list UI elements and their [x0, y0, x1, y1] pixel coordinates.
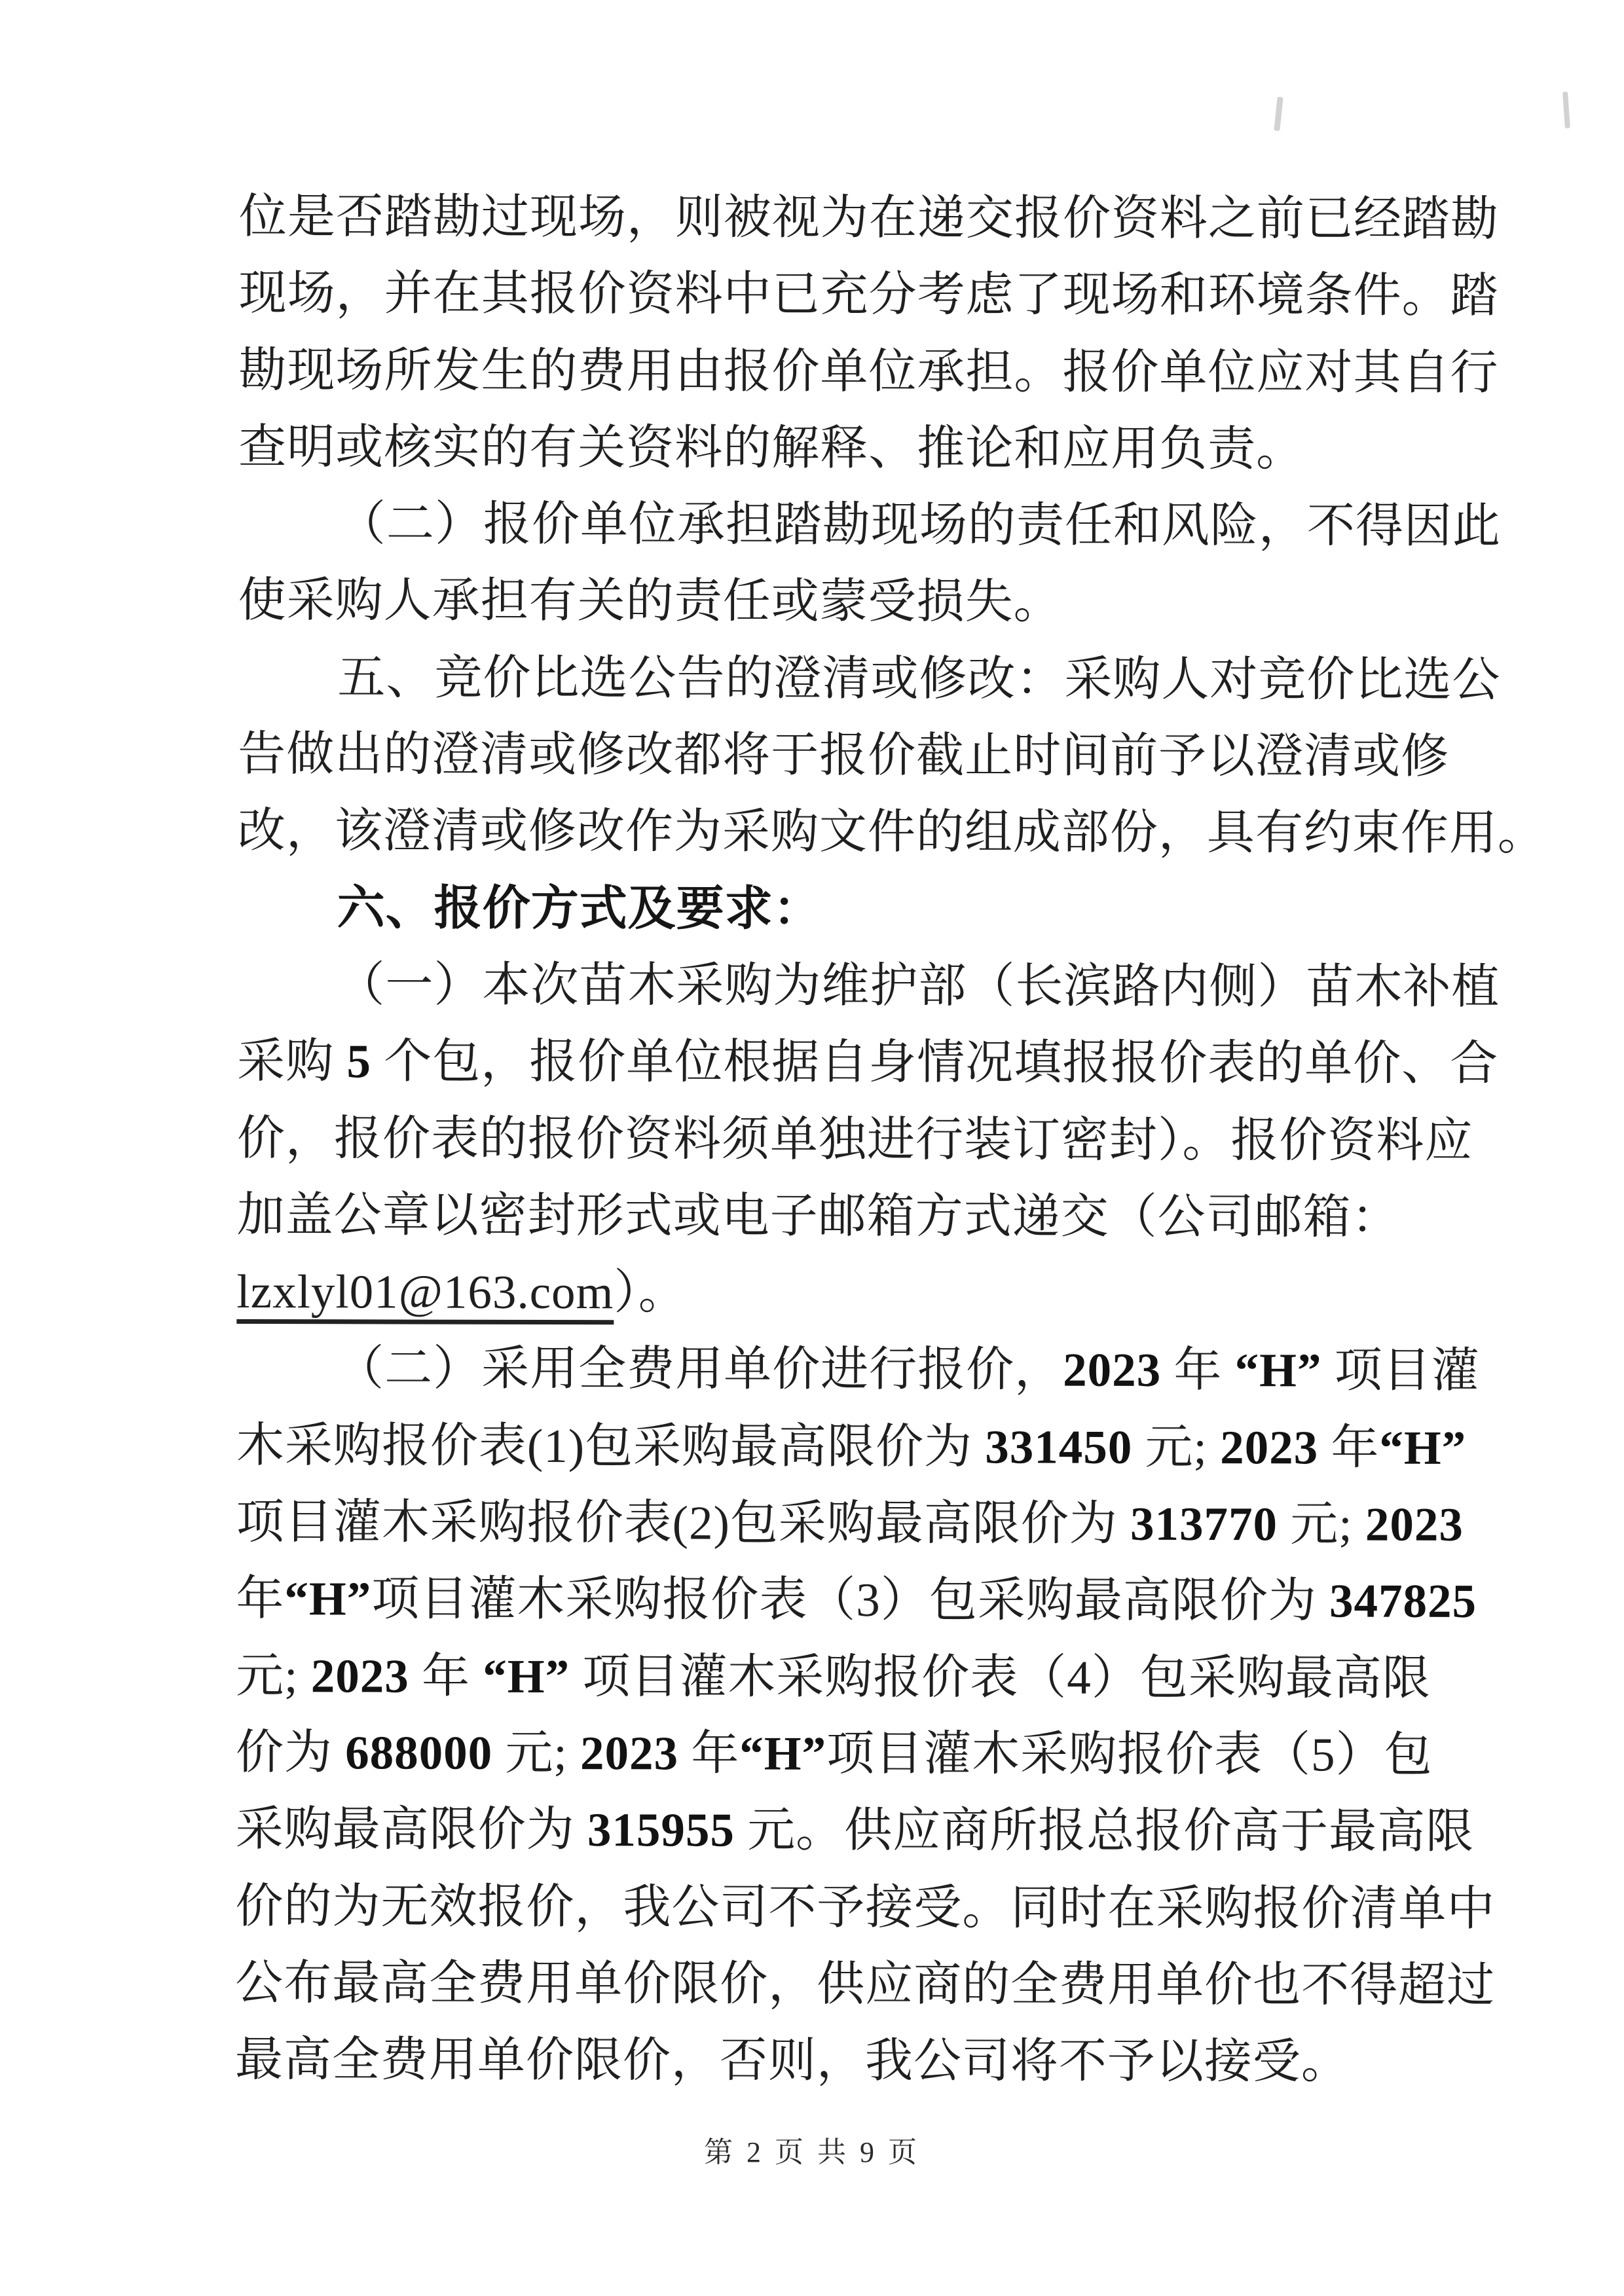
text-segment: 加盖公章以密封形式或电子邮箱方式递交（公司邮箱：	[236, 1188, 1400, 1244]
text-segment: “H”	[284, 1572, 372, 1626]
text-line	[236, 1100, 1473, 1179]
text-segment: 2023	[1365, 1497, 1464, 1551]
text-segment: 元;	[1132, 1420, 1221, 1474]
text-segment: 六、报价方式及要求：	[337, 881, 822, 936]
text-segment: 年	[409, 1649, 483, 1703]
text-segment: 331450	[985, 1420, 1133, 1474]
text-line	[238, 639, 1501, 718]
text-segment: 个包，报价单位根据自身情况填报报价表的单价、合	[371, 1034, 1499, 1091]
email-address: lzxlyl01@163.com	[236, 1265, 614, 1324]
text-segment: 五、竞价比选公告的澄清或修改：采购人对竞价比选公	[337, 651, 1501, 706]
text-segment: 2023	[1063, 1343, 1162, 1397]
text-line	[238, 255, 1499, 334]
text-segment: “H”	[1234, 1343, 1322, 1397]
text-line	[236, 1484, 1464, 1563]
text-segment: 年	[236, 1572, 285, 1626]
scan-smudge	[1274, 97, 1283, 132]
text-segment: 价为	[235, 1725, 346, 1779]
text-line	[238, 332, 1499, 411]
text-line	[238, 409, 1411, 488]
text-line	[237, 792, 1546, 871]
text-segment: 项目灌木采购报价表(2)包采购最高限价为	[236, 1495, 1131, 1550]
text-segment: 5	[346, 1034, 372, 1088]
text-segment: 现场，并在其报价资料中已充分考虑了现场和环境条件。踏	[238, 266, 1499, 323]
text-line	[236, 1253, 1409, 1332]
text-segment: “H”	[739, 1726, 827, 1780]
text-segment: 项目灌木采购报价表（5）包	[826, 1726, 1433, 1781]
text-segment: 年	[1161, 1343, 1235, 1397]
text-line	[236, 1330, 1480, 1409]
text-line	[235, 2021, 1407, 2100]
text-segment: 位是否踏勘过现场，则被视为在递交报价资料之前已经踏勘	[238, 189, 1499, 246]
page-footer: 第 2 页 共 9 页	[704, 2136, 920, 2168]
text-segment: “H”	[1379, 1421, 1467, 1474]
text-segment: （二）采用全费用单价进行报价，	[336, 1341, 1063, 1397]
text-line	[237, 946, 1500, 1025]
text-segment: 使采购人承担有关的责任或蒙受损失。	[238, 574, 1062, 629]
text-line	[235, 1714, 1433, 1793]
text-line	[236, 1407, 1467, 1486]
text-segment: 改，该澄清或修改作为采购文件的组成部份，具有约束作用。	[237, 804, 1546, 860]
text-line	[235, 1868, 1496, 1947]
text-line	[238, 562, 1411, 641]
body-text	[234, 178, 1546, 2100]
text-line	[236, 1560, 1477, 1639]
text-segment: 2023	[310, 1649, 409, 1703]
text-segment: 年	[678, 1726, 740, 1780]
text-segment: ）。	[614, 1266, 687, 1319]
text-line	[236, 1637, 1431, 1717]
text-segment: 项目灌木采购报价表（4）包采购最高限	[569, 1649, 1431, 1705]
text-segment: 元。供应商所报总报价高于最高限	[734, 1803, 1475, 1859]
text-segment: “H”	[483, 1649, 570, 1703]
text-segment: 年	[1318, 1421, 1380, 1474]
text-segment: 价，报价表的报价资料须单独进行装订密封）。报价资料应	[236, 1111, 1473, 1167]
text-segment: 告做出的澄清或修改都将于报价截止时间前予以澄清或修	[238, 727, 1450, 783]
text-segment: 采购	[237, 1034, 347, 1088]
text-segment: 最高全费用单价限价，否则，我公司将不予以接受。	[234, 2033, 1350, 2088]
text-segment: 2023	[580, 1726, 679, 1780]
text-segment: 315955	[587, 1803, 735, 1857]
text-segment: 公布最高全费用单价限价，供应商的全费用单价也不得超过	[235, 1956, 1496, 2012]
text-segment: 688000	[345, 1726, 493, 1779]
text-segment: 项目灌木采购报价表（3）包采购最高限价为	[371, 1572, 1330, 1628]
text-segment: 采购最高限价为	[235, 1802, 588, 1857]
text-segment: 查明或核实的有关资料的解释、推论和应用负责。	[238, 420, 1305, 476]
text-segment: 313770	[1130, 1497, 1278, 1551]
text-line	[238, 485, 1501, 564]
text-line	[238, 716, 1450, 795]
text-line	[238, 178, 1499, 257]
text-line	[235, 1791, 1475, 1870]
text-segment: 347825	[1329, 1574, 1477, 1628]
scan-smudge	[1562, 92, 1570, 128]
text-segment: 勘现场所发生的费用由报价单位承担。报价单位应对其自行	[238, 343, 1499, 399]
text-line	[235, 1944, 1496, 2024]
text-line	[237, 1023, 1499, 1102]
text-segment: 价的为无效报价，我公司不予接受。同时在采购报价清单中	[235, 1879, 1496, 1935]
text-segment: 元;	[236, 1649, 311, 1702]
text-segment: 项目灌	[1321, 1343, 1480, 1398]
text-segment: 元;	[1277, 1497, 1365, 1551]
text-segment: 2023	[1220, 1420, 1319, 1474]
text-segment: （一）本次苗木采购为维护部（长滨路内侧）苗木补植	[337, 958, 1500, 1014]
text-line	[238, 869, 1410, 949]
text-segment: （二）报价单位承担踏勘现场的责任和风险，不得因此	[337, 497, 1501, 553]
text-segment: 元;	[492, 1726, 581, 1780]
text-line	[237, 1176, 1409, 1256]
text-segment: 木采购报价表(1)包采购最高限价为	[236, 1418, 986, 1474]
